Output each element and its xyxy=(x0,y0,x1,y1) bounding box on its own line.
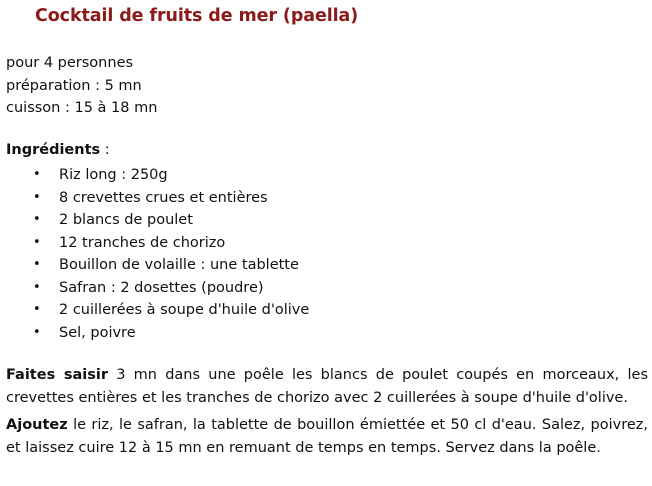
ingredients-heading xyxy=(6,142,110,158)
step-lead-verb: Faites saisir xyxy=(6,367,109,383)
ingredient-text: 12 tranches de chorizo xyxy=(59,234,226,251)
cooking-time-text: cuisson : 15 à 18 mn xyxy=(6,100,158,116)
recipe-title: Cocktail de fruits de mer (paella) xyxy=(35,6,359,26)
bullet-icon: • xyxy=(33,279,41,295)
ingredient-text: 8 crevettes crues et entières xyxy=(59,189,268,206)
bullet-icon: • xyxy=(33,302,41,317)
servings-text: pour 4 personnes xyxy=(6,55,134,71)
recipe-meta xyxy=(6,52,157,120)
step-paragraph xyxy=(6,364,648,409)
step-text: le riz, le safran, la tablette de bouillon émiettée et 50 cl d'eau. Salez, poivrez, et laissez cuire 12 à 15 mn en remuant de temps en temps. Servez dans la poêle. xyxy=(6,417,648,456)
ingredients-heading-colon: : xyxy=(100,142,110,158)
bullet-icon: • xyxy=(33,212,41,227)
bullet-icon: • xyxy=(33,189,41,205)
preparation-time-text: préparation : 5 mn xyxy=(6,77,142,94)
step-text: 3 mn dans une poêle les blancs de poulet coupés en morceaux, les crevettes entières et les tranches de chorizo avec 2 cuillerées à soupe d'huile d'olive. xyxy=(6,367,648,406)
bullet-icon: • xyxy=(33,167,41,182)
bullet-icon: • xyxy=(33,324,41,340)
ingredient-text: Riz long : 250g xyxy=(59,167,168,183)
ingredient-text: Sel, poivre xyxy=(59,324,136,341)
step-lead-verb: Ajoutez xyxy=(6,417,68,433)
bullet-icon: • xyxy=(33,257,41,272)
ingredient-text: 2 cuillerées à soupe d'huile d'olive xyxy=(59,302,310,318)
step-paragraph xyxy=(6,414,648,459)
ingredient-text: 2 blancs de poulet xyxy=(59,212,193,228)
ingredient-text: Safran : 2 dosettes (poudre) xyxy=(59,279,264,296)
ingredients-heading-label: Ingrédients xyxy=(6,142,101,158)
ingredient-text: Bouillon de volaille : une tablette xyxy=(59,257,299,273)
bullet-icon: • xyxy=(33,234,41,250)
